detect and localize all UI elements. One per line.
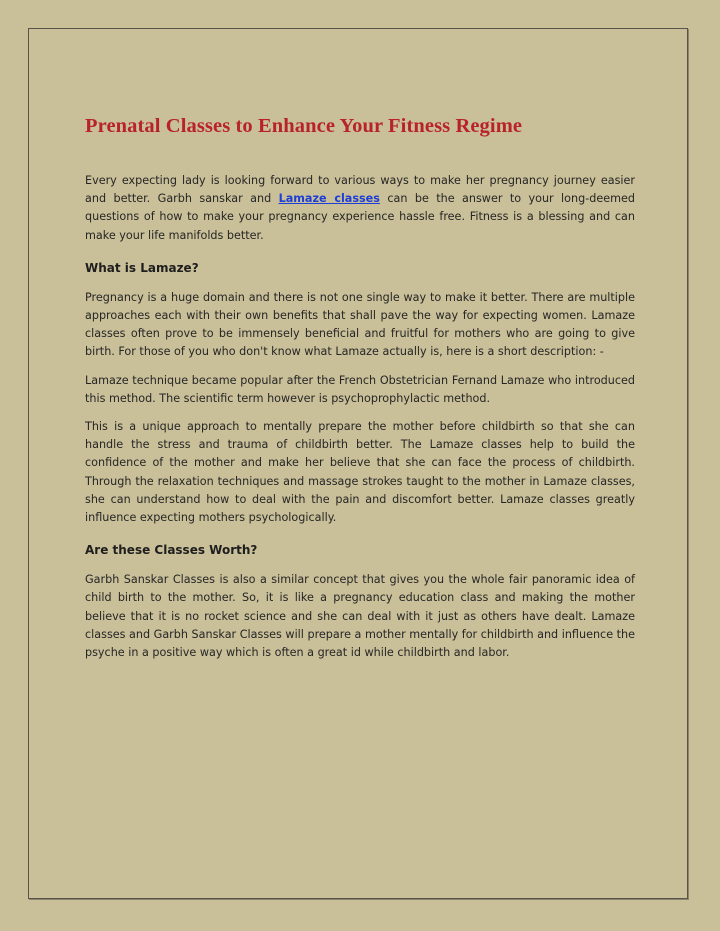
intro-text-after-link: can be the answer to your long-deemed questions of how to make your pregnancy experience hassle free. Fitness is a blessing and can make your life manifolds better. xyxy=(85,192,635,242)
section-heading-what-is-lamaze: What is Lamaze? xyxy=(85,260,199,275)
section-heading-classes-worth: Are these Classes Worth? xyxy=(85,543,258,558)
intro-paragraph xyxy=(85,172,635,245)
document-title: Prenatal Classes to Enhance Your Fitness Regime xyxy=(85,115,523,137)
intro-text-before-link: Every expecting lady is looking forward to various ways to make her pregnancy journey easier and better. Garbh sanskar and xyxy=(85,174,635,206)
lamaze-classes-link[interactable]: Lamaze classes xyxy=(278,192,380,206)
section2-paragraph-1: Garbh Sanskar Classes is also a similar concept that gives you the whole fair panoramic idea of child birth to the mother. So, it is like a pregnancy education class and making the mother believe that it is no rocket science and she can deal with it just as others have dealt. Lamaze classes and Garbh Sanskar Classes will prepare a mother mentally for childbirth and influence the psyche in a positive way which is often a great id while childbirth and labor. xyxy=(85,573,635,660)
document-body xyxy=(85,112,635,672)
section1-paragraph-1: Pregnancy is a huge domain and there is not one single way to make it better. There are multiple approaches each with their own benefits that shall pave the way for expecting women. Lamaze classes often prove to be immensely beneficial and fruitful for mothers who are going to give birth. For those of you who don't know what Lamaze actually is, here is a short description: - xyxy=(85,290,635,359)
section1-paragraph-3: This is a unique approach to mentally prepare the mother before childbirth so that she can handle the stress and trauma of childbirth better. The Lamaze classes help to build the confidence of the mother and make her believe that she can face the process of childbirth. Through the relaxation techniques and massage strokes taught to the mother in Lamaze classes, she can understand how to deal with the pain and discomfort better. Lamaze classes greatly influence expecting mothers psychologically. xyxy=(85,420,635,525)
section1-paragraph-2: Lamaze technique became popular after the French Obstetrician Fernand Lamaze who introduced this method. The scientific term however is psychoprophylactic method. xyxy=(85,373,635,405)
